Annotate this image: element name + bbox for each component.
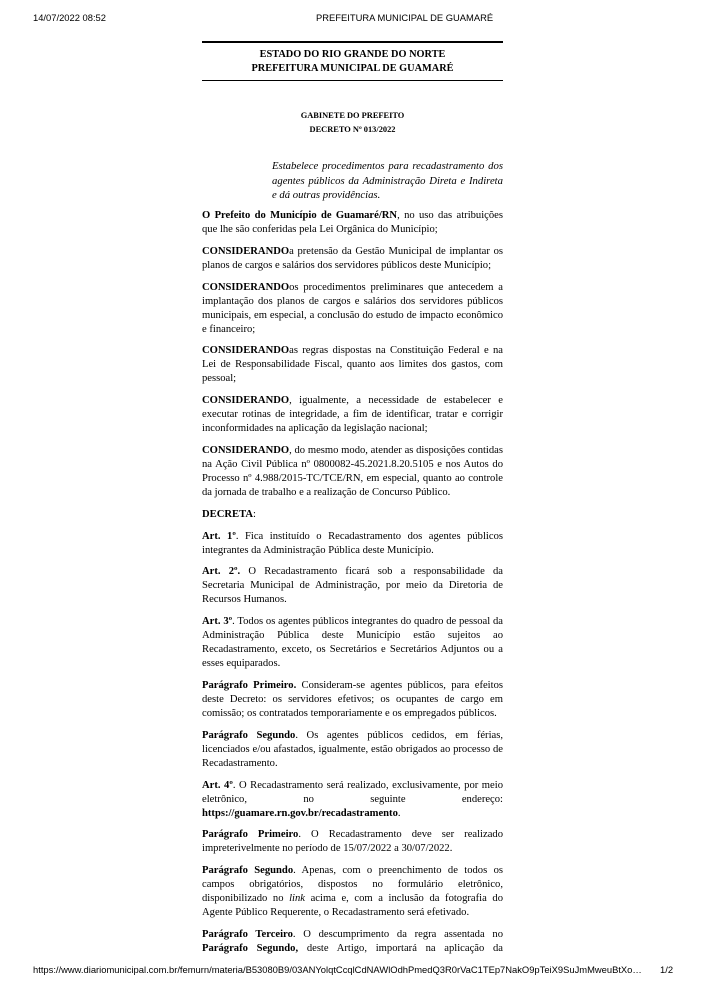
article-3-paragraph-1-plain-text: Consideram-se agentes públicos, para efeitos deste Decreto: os servidores efetivos; os ocupantes de cargo em comissão; os contratados temporariamente e os empregados públicos.: [202, 679, 503, 719]
article-4-paragraph-2-plain-text: . Apenas, com o preenchimento de todos os campos obrigatórios, dispostos no formulário eletrônico, disponibilizado no: [202, 865, 503, 905]
article-4-paragraph-3: [202, 928, 503, 956]
decree-summary: Estabelece procedimentos para recadastramento dos agentes públicos da Administração Direta e Indireta e dá outras providências.: [272, 160, 503, 201]
article-3-paragraph-1: [202, 679, 503, 721]
print-source-url: https://www.diariomunicipal.com.br/femurn/materia/B53080B9/03ANYolqtCcqlCdNAWlOdhPmedQ3R0rVaC1TEp7NakO9pTeiX9SuJmMweuBtXo…: [33, 964, 642, 975]
article-4-paragraph-2-bold-text: Parágrafo Segundo: [202, 865, 294, 877]
article-1-bold-text: Art. 1º: [202, 530, 236, 542]
letterhead-municipality: PREFEITURA MUNICIPAL DE GUAMARÉ: [251, 63, 454, 74]
letterhead: [202, 41, 503, 81]
article-3-paragraph-2-bold-text: Parágrafo Segundo: [202, 729, 296, 741]
letterhead-state: ESTADO DO RIO GRANDE DO NORTE: [259, 49, 446, 60]
considering-clause-2-bold-text: CONSIDERANDO: [202, 281, 290, 293]
enacting-clause-plain-text: , no uso das atribuições que lhe são conferidas pela Lei Orgânica do Município;: [202, 210, 503, 235]
article-4-paragraph-1-bold-text: Parágrafo Primeiro: [202, 829, 299, 841]
considering-clause-4: [202, 394, 503, 436]
decree-body: [202, 209, 503, 964]
considering-clause-2: [202, 281, 503, 337]
article-4-paragraph-1-plain-text: . O Recadastramento deve ser realizado impreterivelmente no período de 15/07/2022 a 30/07/2022.: [202, 829, 504, 855]
article-2-bold-text: Art. 2º.: [202, 566, 241, 578]
article-4-paragraph-1: [202, 828, 503, 856]
decree-number: DECRETO Nº 013/2022: [309, 125, 396, 134]
considering-clause-5-bold-text: CONSIDERANDO: [202, 444, 290, 456]
article-4-paragraph-3-bold-text: Parágrafo Terceiro: [202, 928, 293, 940]
article-4-paragraph-2-plain-text: acima e, com a inclusão da fotografia do Agente Público Requerente, o Recadastramento será efetivado.: [202, 893, 503, 919]
decreta-heading-plain-text: :: [253, 508, 256, 520]
article-4-paragraph-3-bold-text: Parágrafo Segundo,: [202, 942, 299, 954]
considering-clause-5-plain-text: , do mesmo modo, atender as disposições contidas na Ação Civil Pública nº 0800082-45.2021.8.20.5105 e nos Autos do Processo nº 4.988/2015-TC/TCE/RN, em especial, quanto ao controle da jornada de trabalho e a realização de Concurso Público.: [202, 444, 503, 498]
considering-clause-2-plain-text: os procedimentos preliminares que antecedem a implantação dos planos de cargos e salários dos servidores públicos municipais, em especial, a conclusão do estudo de impacto econômico e financeiro;: [202, 281, 503, 335]
considering-clause-5: [202, 444, 503, 500]
article-4-bold-text: Art. 4º: [202, 779, 233, 791]
article-4-plain-text: .: [397, 807, 401, 819]
considering-clause-4-plain-text: , igualmente, a necessidade de estabelecer e executar rotinas de integridade, a fim de identificar, tratar e corrigir inconformidades na aplicação da legislação nacional;: [202, 395, 503, 435]
article-3-paragraph-2: [202, 729, 503, 771]
print-page-title: PREFEITURA MUNICIPAL DE GUAMARÉ: [316, 12, 494, 23]
considering-clause-3: [202, 344, 503, 386]
considering-clause-1-plain-text: a pretensão da Gestão Municipal de implantar os planos de cargos e salários dos servidores públicos deste Município;: [202, 245, 503, 271]
office-name: GABINETE DO PREFEITO: [300, 111, 405, 120]
article-3: [202, 615, 503, 671]
decreta-heading-bold-text: DECRETA: [202, 508, 254, 520]
article-1-plain-text: . Fica instituído o Recadastramento dos agentes públicos integrantes da Administração Pública deste Município.: [202, 530, 503, 556]
article-4-paragraph-3-plain-text: deste Artigo, importará na aplicação da: [298, 942, 503, 954]
article-4-paragraph-2: [202, 864, 503, 920]
considering-clause-1-bold-text: CONSIDERANDO: [202, 245, 290, 257]
considering-clause-3-plain-text: as regras dispostas na Constituição Federal e na Lei de Responsabilidade Fiscal, quanto aos limites dos gastos, com pessoal;: [202, 345, 503, 385]
article-3-bold-text: Art. 3º: [202, 616, 233, 628]
enacting-clause-bold-text: O Prefeito do Município de Guamaré/RN: [202, 210, 398, 221]
decree-heading: [202, 109, 503, 137]
print-datetime: 14/07/2022 08:52: [33, 12, 106, 23]
article-4-paragraph-3-plain-text: . O descumprimento da regra assentada no: [292, 928, 503, 940]
article-3-paragraph-1-bold-text: Parágrafo Primeiro.: [202, 679, 297, 691]
decreta-heading: [202, 508, 503, 522]
article-1: [202, 530, 503, 558]
article-2: [202, 565, 503, 607]
article-3-paragraph-2-plain-text: . Os agentes públicos cedidos, em férias, licenciados e/ou afastados, igualmente, estão obrigados ao processo de Recadastramento.: [202, 729, 503, 769]
article-4-bold-text: https://guamare.rn.gov.br/recadastramento: [202, 807, 398, 819]
enacting-clause: [202, 209, 503, 237]
article-3-plain-text: . Todos os agentes públicos integrantes do quadro de pessoal da Administração Pública deste Município estão sujeitos ao Recadastramento, exceto, os Secretários e Secretários Adjuntos ou a esses equiparados.: [202, 616, 503, 670]
article-2-plain-text: O Recadastramento ficará sob a responsabilidade da Secretaria Municipal de Administração, por meio da Diretoria de Recursos Humanos.: [202, 566, 503, 606]
print-page-number: 1/2: [660, 964, 674, 975]
considering-clause-3-bold-text: CONSIDERANDO: [202, 345, 290, 357]
article-4-paragraph-2-italic-text: link: [289, 893, 305, 905]
considering-clause-4-bold-text: CONSIDERANDO: [202, 395, 290, 407]
article-4: [202, 779, 503, 821]
article-4-plain-text: . O Recadastramento será realizado, exclusivamente, por meio eletrônico, no seguinte endereço:: [202, 779, 503, 805]
considering-clause-1: [202, 245, 503, 273]
